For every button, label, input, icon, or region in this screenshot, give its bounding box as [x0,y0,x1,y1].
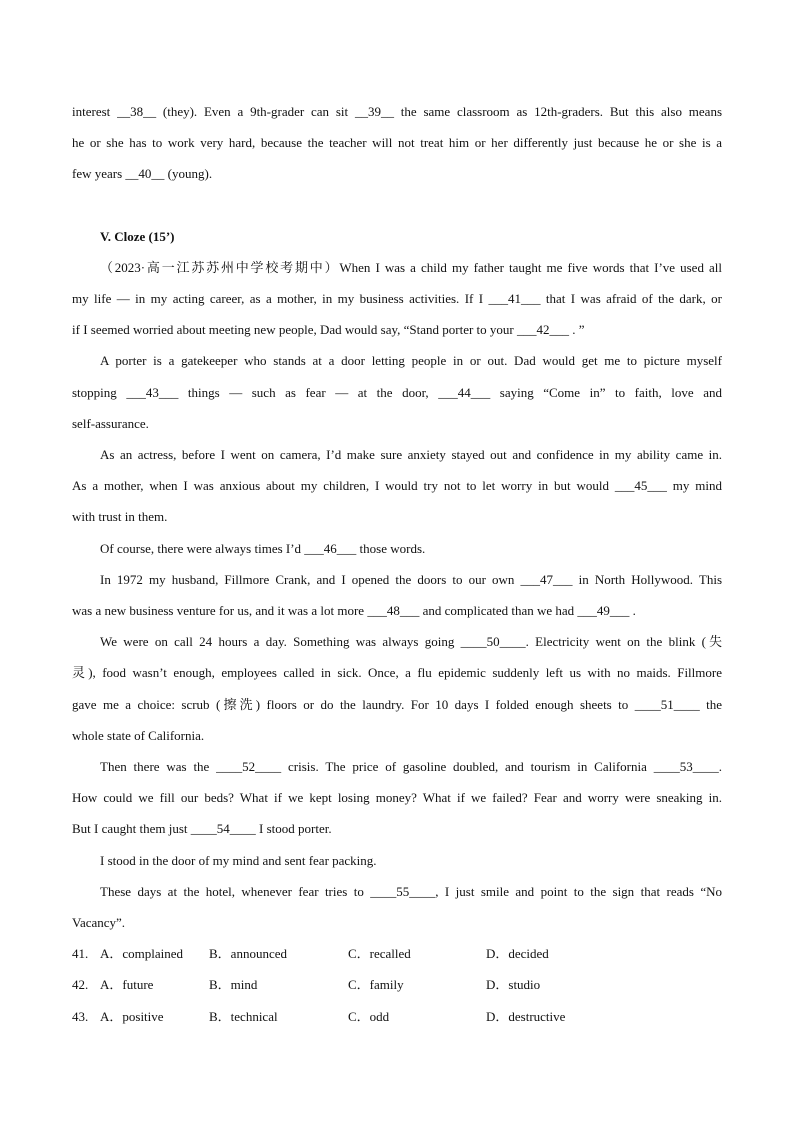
text-line: with trust in them. [72,509,168,525]
cloze-passage [72,252,722,938]
text-line: Then there was the ____52____ crisis. The price of gasoline doubled, and tourism in California ____53____. [100,759,722,775]
text-line: A porter is a gatekeeper who stands at a door letting people in or out. Dad would get me to picture myself [100,353,722,369]
answer-options [72,938,722,1032]
text-line: few years __40__ (young). [72,166,213,182]
paragraph-9 [72,876,722,938]
paragraph-1 [72,252,722,346]
text-line: my life — in my acting career, as a mother, in my business activities. If I ___41___ that I was afraid of the dark, or [72,291,722,307]
option-b[interactable]: B．mind [209,977,258,993]
text-line: Of course, there were always times I’d ___46___ those words. [100,540,426,556]
text-line: if I seemed worried about meeting new people, Dad would say, “Stand porter to your ___42___ . ” [72,322,585,338]
question-number: 42. [72,977,89,993]
option-b[interactable]: B．announced [209,946,287,962]
option-c[interactable]: C．recalled [348,946,411,962]
question-row-41 [72,938,722,969]
question-number: 43. [72,1008,89,1024]
text-line: I stood in the door of my mind and sent fear packing. [100,852,377,868]
text-line: （2023·高一江苏苏州中学校考期中）When I was a child my father taught me five words that I’ve used all [100,259,722,275]
text-line: In 1972 my husband, Fillmore Crank, and I opened the doors to our own ___47___ in North Hollywood. This [100,571,722,587]
paragraph-2 [72,345,722,439]
question-row-42 [72,969,722,1000]
text-line: As an actress, before I went on camera, I’d make sure anxiety stayed out and confidence in my ability came in. [100,447,722,463]
text-line: he or she has to work very hard, because the teacher will not treat him or her differently just because he or she is a [72,135,722,151]
option-b[interactable]: B．technical [209,1008,278,1024]
text-line: Vacancy”. [72,915,126,931]
section-heading: V. Cloze (15’) [100,228,175,244]
text-line: These days at the hotel, whenever fear tries to ____55____, I just smile and point to the sign that reads “No [100,883,722,899]
text-line: As a mother, when I was anxious about my children, I would try not to let worry in but would ___45___ my mind [72,478,722,494]
option-d[interactable]: D．destructive [486,1008,566,1024]
top-paragraph [72,96,722,190]
paragraph-6 [72,626,722,751]
document-page [72,96,722,1032]
paragraph-7 [72,751,722,845]
option-c[interactable]: C．odd [348,1008,390,1024]
option-a[interactable]: A．positive [100,1008,164,1024]
text-line: self-assurance. [72,415,149,431]
paragraph-4 [72,533,722,564]
question-row-43 [72,1001,722,1032]
text-line: whole state of California. [72,727,205,743]
text-line: interest __38__ (they). Even a 9th-grader can sit __39__ the same classroom as 12th-graders. But this also means [72,104,722,119]
text-line: 灵), food wasn’t enough, employees called in sick. Once, a flu epidemic suddenly left us with no maids. Fillmore [72,665,722,681]
text-line: But I caught them just ____54____ I stood porter. [72,821,332,837]
text-line: gave me a choice: scrub (擦洗) floors or do the laundry. For 10 days I folded enough sheets to ____51____ the [72,696,722,712]
text-line: was a new business venture for us, and it was a lot more ___48___ and complicated than we had ___49___ . [72,603,636,619]
option-c[interactable]: C．family [348,977,404,993]
paragraph-3 [72,439,722,533]
paragraph-8 [72,845,722,876]
option-a[interactable]: A．complained [100,946,184,962]
option-d[interactable]: D．studio [486,977,541,993]
paragraph-5 [72,564,722,626]
option-a[interactable]: A．future [100,977,154,993]
text-line: How could we fill our beds? What if we kept losing money? What if we failed? Fear and worry were sneaking in. [72,790,722,806]
text-line: We were on call 24 hours a day. Something was always going ____50____. Electricity went on the blink (失 [100,634,722,650]
text-line: stopping ___43___ things — such as fear — at the door, ___44___ saying “Come in” to faith, love and [72,384,722,400]
question-number: 41. [72,946,89,962]
option-d[interactable]: D．decided [486,946,549,962]
